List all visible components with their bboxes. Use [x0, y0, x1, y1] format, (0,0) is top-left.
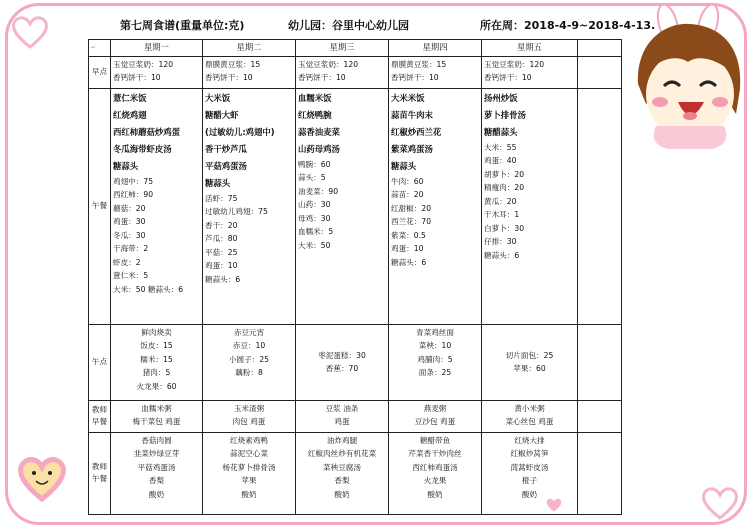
menu-line: 大米：50	[298, 240, 331, 250]
menu-line: 红椒炒西兰花	[391, 126, 442, 137]
day-header: 星期五	[482, 40, 578, 57]
menu-cell	[203, 400, 296, 432]
menu-cell	[203, 432, 296, 514]
menu-line: 血糯米：5	[298, 227, 334, 236]
menu-line: 鸡蛋：10	[205, 261, 238, 270]
menu-line: 酸奶	[148, 489, 165, 499]
menu-line: 紫菜：0.5	[391, 230, 426, 240]
menu-line: 香梨	[334, 476, 350, 485]
menu-line: 红烧素鸡鸭	[230, 435, 268, 445]
menu-line: 香干炒芦瓜	[205, 143, 247, 154]
menu-line: 酸奶	[334, 489, 350, 499]
menu-line: 扬州炒饭	[484, 92, 518, 103]
row-label-teacher-breakfast: 教师早餐	[89, 400, 111, 432]
menu-cell	[482, 400, 578, 432]
menu-line: 鲜肉烧卖	[141, 327, 172, 337]
menu-line: 西红柿：90	[113, 190, 154, 199]
day-header-row	[89, 40, 622, 57]
menu-title: 第七周食谱(重量单位:克)	[120, 19, 245, 32]
menu-line: 香梨	[148, 476, 165, 485]
menu-line: 糖蒜头	[205, 177, 231, 188]
menu-line: 茼蒿虾皮汤	[510, 462, 549, 472]
menu-line: 鸡蛋：30	[113, 217, 146, 226]
menu-cell	[203, 88, 296, 324]
menu-line: 梅干菜包 鸡蛋	[132, 417, 181, 426]
menu-line: 玉米渣粥	[233, 403, 265, 413]
menu-line: 糖醋带鱼	[419, 435, 451, 445]
menu-line: 平菇鸡蛋汤	[137, 462, 176, 472]
corner-cell: ↵	[89, 40, 111, 57]
menu-cell	[389, 88, 482, 324]
empty-cell	[578, 56, 622, 88]
menu-cell	[296, 56, 389, 88]
day-header: 星期三	[296, 40, 389, 57]
menu-cell	[389, 56, 482, 88]
menu-line: 糖蒜头：6	[205, 274, 241, 284]
menu-line: 豆沙包 鸡蛋	[414, 417, 456, 426]
menu-cell	[296, 88, 389, 324]
teacher-lunch-row	[89, 432, 622, 514]
day-header: 星期一	[111, 40, 203, 57]
menu-line: 胡萝卜：20	[484, 169, 525, 179]
row-label-teacher-lunch: 教师午餐	[89, 432, 111, 514]
menu-cell	[389, 324, 482, 400]
menu-line: 菜心丝包 鸡蛋	[505, 417, 554, 426]
menu-line: 蒜香油麦菜	[298, 126, 340, 137]
menu-line: 鸡蛋：10	[391, 244, 424, 253]
menu-line: 面条：25	[418, 368, 452, 377]
menu-line: 西红柿蘑菇炒鸡蛋	[113, 126, 180, 137]
menu-line: 红甜椒：20	[391, 203, 432, 213]
menu-line: 精瘦肉：20	[484, 183, 525, 192]
menu-cell	[482, 324, 578, 400]
menu-line: 血糯米粥	[141, 403, 172, 413]
menu-line: 饭皮：15	[140, 341, 173, 350]
heart-icon	[16, 455, 68, 503]
menu-line: 鸡翅中：75	[113, 176, 154, 186]
menu-cell	[111, 56, 203, 88]
menu-line: 玉觉豆浆奶：120	[484, 59, 545, 69]
menu-line: 山药：30	[298, 200, 331, 209]
menu-line: 大米米饭	[391, 92, 425, 103]
empty-cell	[578, 400, 622, 432]
menu-cell	[482, 432, 578, 514]
day-header: 星期二	[203, 40, 296, 57]
menu-line: 蒜苗：20	[391, 190, 424, 199]
menu-line: 牛肉：60	[391, 176, 424, 186]
menu-line: 平菇：25	[205, 247, 238, 257]
menu-line: 红烧鸡翅	[113, 109, 147, 120]
menu-cell	[482, 88, 578, 324]
menu-line: 过敏幼儿鸡翅：75	[205, 207, 268, 216]
menu-line: 干木耳：1	[484, 210, 520, 219]
menu-line: 香干：20	[205, 220, 238, 230]
menu-line: 糖醋蒜头	[484, 126, 518, 137]
menu-line: 紫菜鸡蛋汤	[391, 143, 433, 154]
menu-line: 血糯米饭	[298, 92, 332, 103]
row-label-breakfast: 早点	[89, 56, 111, 88]
menu-cell	[203, 56, 296, 88]
menu-cell	[111, 88, 203, 324]
day-header: 星期四	[389, 40, 482, 57]
menu-line: 豆浆 油条	[325, 403, 359, 413]
row-label-snack: 午点	[89, 324, 111, 400]
menu-line: 红烧鸭腕	[298, 109, 332, 120]
menu-line: 鸭腕：60	[298, 159, 331, 169]
menu-line: 红烧大排	[514, 435, 545, 445]
menu-line: 杨花萝卜排骨汤	[222, 462, 276, 472]
menu-line: 苹果	[241, 476, 257, 485]
menu-line: 小圆子：25	[228, 354, 270, 364]
menu-line: 黄小米粥	[514, 403, 545, 413]
menu-line: 肉包 鸡蛋	[232, 417, 266, 426]
menu-line: 鸡脯肉：5	[417, 354, 453, 364]
menu-line: 酸奶	[521, 489, 538, 499]
menu-line: 大米饭	[205, 92, 231, 103]
row-label-lunch: 午餐	[89, 88, 111, 324]
menu-line: 白萝卜：30	[484, 223, 525, 233]
menu-line: 玉觉豆浆奶：120	[298, 59, 359, 69]
menu-line: 藕粉：8	[235, 368, 263, 377]
menu-line: 黄瓜：20	[484, 196, 517, 206]
menu-line: 香钙饼干：10	[298, 73, 346, 82]
empty-cell	[578, 40, 622, 57]
menu-line: 燕麦粥	[423, 403, 447, 413]
menu-line: 油炸鸡腿	[326, 435, 358, 445]
menu-line: 鼎膜黄豆浆：15	[205, 59, 261, 69]
menu-line: 火龙果：60	[136, 381, 177, 391]
menu-cell	[296, 324, 389, 400]
menu-cell	[389, 400, 482, 432]
menu-cell	[203, 324, 296, 400]
menu-line: 红椒肉丝炒有机花菜	[307, 449, 377, 458]
menu-line: 酸奶	[241, 489, 257, 499]
menu-line: 蘑菇：20	[113, 203, 146, 213]
menu-line: 糖醋大虾	[205, 109, 239, 120]
menu-line: 青菜鸡丝面	[416, 327, 454, 337]
menu-line: 薏仁米：5	[113, 271, 149, 280]
menu-line: 鼎膜黄豆浆：15	[391, 59, 447, 69]
menu-line: 冬瓜：30	[113, 230, 146, 240]
snack-row	[89, 324, 622, 400]
menu-line: 鸡蛋	[334, 417, 350, 426]
menu-line: 切片面包：25	[505, 350, 554, 360]
menu-line: 香钙饼干：10	[205, 73, 253, 82]
menu-line: 活虾：75	[205, 193, 238, 203]
menu-line: 西红柿鸡蛋汤	[412, 462, 458, 472]
menu-line: 冬瓜海带虾皮汤	[113, 143, 172, 154]
heart-icon	[700, 485, 740, 521]
menu-line: 橙子	[521, 476, 538, 485]
menu-line: 香蕉：70	[325, 364, 359, 373]
menu-line: 香钙饼干：10	[391, 73, 439, 82]
menu-line: 油麦菜：90	[298, 186, 339, 196]
menu-line: 糯米：15	[140, 354, 173, 364]
menu-line: 糖蒜头：6	[391, 257, 427, 267]
menu-line: 薏仁米饭	[113, 92, 147, 103]
menu-line: 香钙饼干：10	[484, 73, 532, 82]
menu-line: 平菇鸡蛋汤	[205, 160, 247, 171]
menu-line: 蒜苗牛肉末	[391, 109, 433, 120]
menu-cell	[111, 432, 203, 514]
school-name: 幼儿园：谷里中心幼儿园	[288, 19, 409, 32]
menu-line: 糖蒜头：6	[484, 250, 520, 260]
menu-line: 萝卜排骨汤	[484, 109, 526, 120]
empty-cell	[578, 432, 622, 514]
menu-line: 干海带：2	[113, 244, 149, 253]
menu-line: 香菇肉圆	[141, 435, 172, 445]
teacher-breakfast-row	[89, 400, 622, 432]
menu-cell	[111, 400, 203, 432]
menu-line: 赤豆：10	[232, 341, 266, 350]
menu-line: 虾皮：2	[113, 257, 141, 267]
menu-cell	[296, 432, 389, 514]
menu-line: 芦瓜：80	[205, 234, 238, 243]
menu-line: 鸡蛋：40	[484, 156, 517, 165]
menu-line: 大米：55	[484, 142, 517, 152]
menu-line: 糖蒜头	[391, 160, 417, 171]
menu-line: 糖蒜头	[113, 160, 139, 171]
menu-line: 菜秧豆腐汤	[323, 462, 361, 472]
breakfast-row	[89, 56, 622, 88]
menu-cell	[111, 324, 203, 400]
weekly-menu-table	[88, 39, 622, 515]
heart-icon	[10, 14, 50, 50]
menu-line: (过敏幼儿:鸡翅中)	[205, 126, 275, 137]
menu-line: 枣泥蛋糕：30	[318, 350, 366, 360]
menu-line: 韭菜炒绿豆芽	[133, 449, 180, 458]
week-range: 所在周：2018-4-9~2018-4-13.	[480, 19, 656, 32]
menu-cell	[482, 56, 578, 88]
menu-line: 芹菜香干炒肉丝	[408, 449, 462, 458]
menu-line: 猪肉：5	[142, 368, 171, 377]
menu-line: 赤豆元宵	[233, 327, 265, 337]
empty-cell	[578, 324, 622, 400]
menu-line: 菜秧：10	[418, 341, 452, 350]
menu-header	[88, 17, 656, 37]
menu-line: 苹果：60	[513, 364, 546, 373]
menu-cell	[389, 432, 482, 514]
menu-line: 红椒炒莴笋	[510, 449, 549, 458]
empty-cell	[578, 88, 622, 324]
menu-line: 酸奶	[427, 489, 443, 499]
menu-line: 西兰花：70	[391, 217, 432, 226]
menu-line: 蒜头：5	[298, 173, 326, 182]
menu-line: 山药母鸡汤	[298, 143, 340, 154]
menu-line: 玉觉豆浆奶：120	[113, 59, 174, 69]
menu-line: 母鸡：30	[298, 213, 331, 223]
menu-cell	[296, 400, 389, 432]
menu-line: 大米：50 糖蒜头：6	[113, 284, 184, 294]
menu-line: 蒜泥空心菜	[230, 449, 268, 458]
menu-line: 火龙果	[423, 476, 447, 485]
menu-line: 香钙饼干：10	[113, 73, 161, 82]
menu-line: 仔排：30	[484, 237, 517, 246]
lunch-row	[89, 88, 622, 324]
